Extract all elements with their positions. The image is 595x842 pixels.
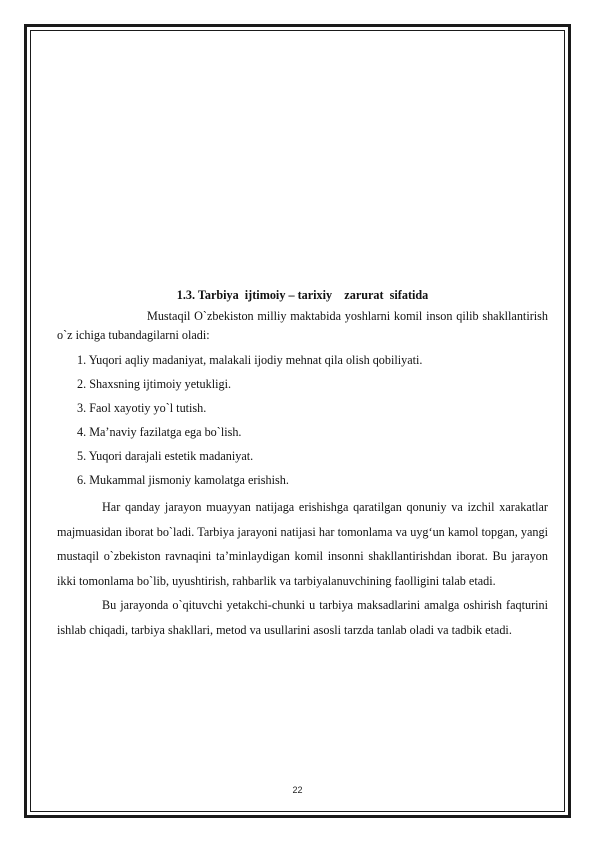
section-heading: 1.3. Tarbiya ijtimoiy – tarixiy zarurat sifatida	[176, 288, 429, 302]
list-item: 3. Faol xayotiy yo`l tutish.	[77, 401, 207, 415]
body-paragraph-1: Har qanday jarayon muayyan natijaga erishishga qaratilgan qonuniy va izchil xarakatlar majmuasidan iborat bo`ladi. Tarbiya jarayoni natijasi har tomonlama va uyg‘un kamol topgan, yangi mustaqil o`zbekiston ravnaqini ta’minlaydigan komil insonni shakllantirishdan iborat. Bu jarayon ikki tomonlama bo`lib, uyushtirish, rahbarlik va tarbiyalanuvchining faolligini talab etadi.	[57, 500, 548, 588]
document-body	[57, 286, 548, 642]
intro-paragraph: Mustaqil O`zbekiston milliy maktabida yoshlarni komil inson qilib shakllantirish o`z ichiga tubandagilarni oladi:	[57, 309, 548, 342]
page-number: 22	[292, 785, 303, 795]
list-item: 5. Yuqori darajali estetik madaniyat.	[77, 449, 254, 463]
list-item: 2. Shaxsning ijtimoiy yetukligi.	[77, 377, 232, 391]
list-item: 6. Mukammal jismoniy kamolatga erishish.	[77, 473, 289, 487]
list-item: 4. Ma’naviy fazilatga ega bo`lish.	[77, 425, 242, 439]
list-item: 1. Yuqori aqliy madaniyat, malakali ijodiy mehnat qila olish qobiliyati.	[77, 353, 423, 367]
body-paragraph-2: Bu jarayonda o`qituvchi yetakchi-chunki u tarbiya maksadlarini amalga oshirish faqturini ishlab chiqadi, tarbiya shakllari, metod va usullarini asosli tarzda tanlab oladi va tadbik etadi.	[57, 598, 548, 637]
qualities-list	[57, 351, 548, 490]
